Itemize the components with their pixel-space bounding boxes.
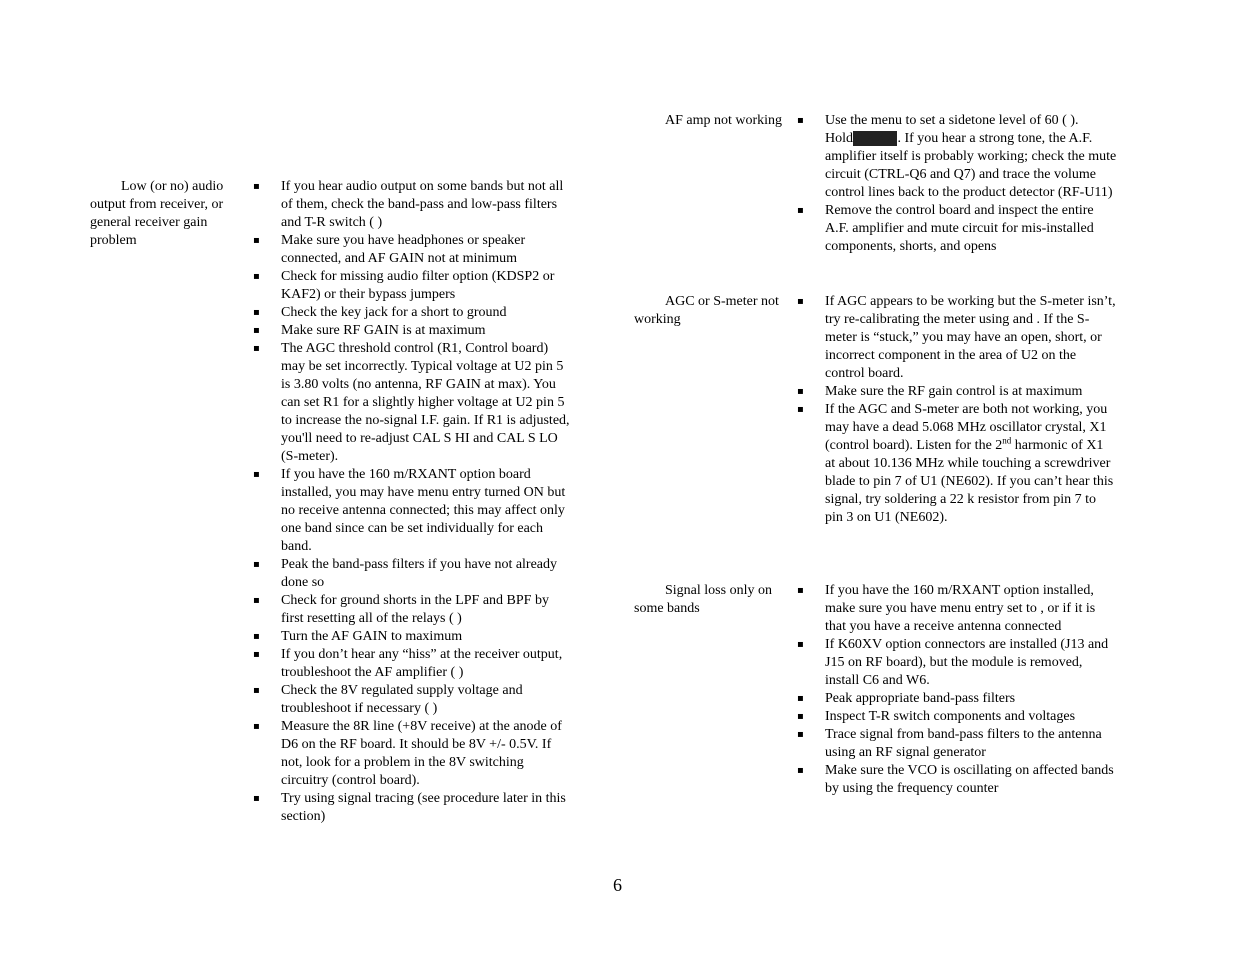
redacted-key: XXXX: [855, 131, 896, 146]
list-item-text: harmonic of X1 at about 10.136 MHz while touching a screwdriver blade to pin 7 of U1 (NE602). If you can’t hear this signal, try soldering a 22 k resistor from pin 7 to pin 3 on U1 (NE602).: [825, 438, 1114, 525]
list-item: ▪ Make sure you have headphones or speaker connected, and AF GAIN not at minimum: [253, 232, 573, 268]
list-item: ▪ If AGC appears to be working but the S-meter isn’t, try re-calibrating the meter using and . If the S-meter is “stuck,” you may have an open, short, or incorrect component in the area of U2 on the control board.: [797, 293, 1117, 383]
list-item: ▪ Trace signal from band-pass filters to the antenna using an RF signal generator: [797, 726, 1117, 762]
list-item: ▪ Make sure the RF gain control is at maximum: [797, 383, 1117, 401]
list-item: ▪ Check the key jack for a short to ground: [253, 304, 573, 322]
list-item: ▪ Turn the AF GAIN to maximum: [253, 628, 573, 646]
list-item: ▪ Inspect T-R switch components and voltages: [797, 708, 1117, 726]
list-item: ▪ Measure the 8R line (+8V receive) at the anode of D6 on the RF board. It should be 8V +/- 0.5V. If not, look for a problem in the 8V switching circuitry (control board).: [253, 718, 573, 790]
list-item: ▪ If K60XV option connectors are installed (J13 and J15 on RF board), but the module is removed, install C6 and W6.: [797, 636, 1117, 690]
list-item-text: Use the menu to set a sidetone level of 60 ( ). Hold: [825, 113, 1079, 146]
list-item: ▪ Peak the band-pass filters if you have not already done so: [253, 556, 573, 592]
page-number: 6: [613, 875, 622, 895]
remedy-list: [253, 178, 573, 826]
list-item: ▪ Remove the control board and inspect the entire A.F. amplifier and mute circuit for mis-installed components, shorts, and opens: [797, 202, 1117, 256]
symptom-label: AGC or S-meter not working: [634, 294, 779, 327]
symptom-label: AF amp not working: [665, 113, 783, 128]
list-item: ▪ The AGC threshold control (R1, Control board) may be set incorrectly. Typical voltage at U2 pin 5 is 3.80 volts (no antenna, RF GAIN at max). You can set R1 for a slightly higher voltage at U2 pin 5 to increase the no-signal I.F. gain. If R1 is adjusted, you'll need to re-adjust CAL S HI and CAL S LO (S-meter).: [253, 340, 573, 466]
list-item: ▪ Make sure the VCO is oscillating on affected bands by using the frequency counter: [797, 762, 1117, 798]
list-item: ▪ Make sure RF GAIN is at maximum: [253, 322, 573, 340]
symptom-label: Signal loss only on some bands: [634, 583, 772, 616]
list-item: ▪ Check for missing audio filter option (KDSP2 or KAF2) or their bypass jumpers: [253, 268, 573, 304]
list-item-text: . If you hear a strong tone, the A.F. amplifier itself is probably working; check the mute circuit (CTRL-Q6 and Q7) and trace the volume control lines back to the product detector (RF-U11): [825, 131, 1117, 200]
remedy-list: [797, 293, 1117, 527]
list-item: ▪ If you have the 160 m/RXANT option board installed, you may have menu entry turned ON but no receive antenna connected; this may affect only one band since can be set individually for each band.: [253, 466, 573, 556]
list-item: ▪ If you have the 160 m/RXANT option installed, make sure you have menu entry set to , or if it is that you have a receive antenna connected: [797, 582, 1117, 636]
list-item: ▪ If you hear audio output on some bands but not all of them, check the band-pass and low-pass filters and T-R switch ( ): [253, 178, 573, 232]
list-item: ▪ Try using signal tracing (see procedure later in this section): [253, 790, 573, 826]
superscript: nd: [1002, 435, 1012, 446]
list-item-text: If the AGC and S-meter are both not working, you may have a dead 5.068 MHz oscillator crystal, X1 (control board). Listen for the 2: [825, 402, 1108, 453]
remedy-list: [797, 112, 1117, 256]
list-item: ▪ If you don’t hear any “hiss” at the receiver output, troubleshoot the AF amplifier ( ): [253, 646, 573, 682]
list-item: ▪ Check the 8V regulated supply voltage and troubleshoot if necessary ( ): [253, 682, 573, 718]
remedy-list: [797, 582, 1117, 798]
list-item: ▪ Check for ground shorts in the LPF and BPF by first resetting all of the relays ( ): [253, 592, 573, 628]
list-item: ▪ Peak appropriate band-pass filters: [797, 690, 1117, 708]
list-item: [797, 401, 1117, 527]
symptom-label: Low (or no) audio output from receiver, or general receiver gain problem: [90, 179, 224, 248]
list-item: [797, 112, 1117, 202]
